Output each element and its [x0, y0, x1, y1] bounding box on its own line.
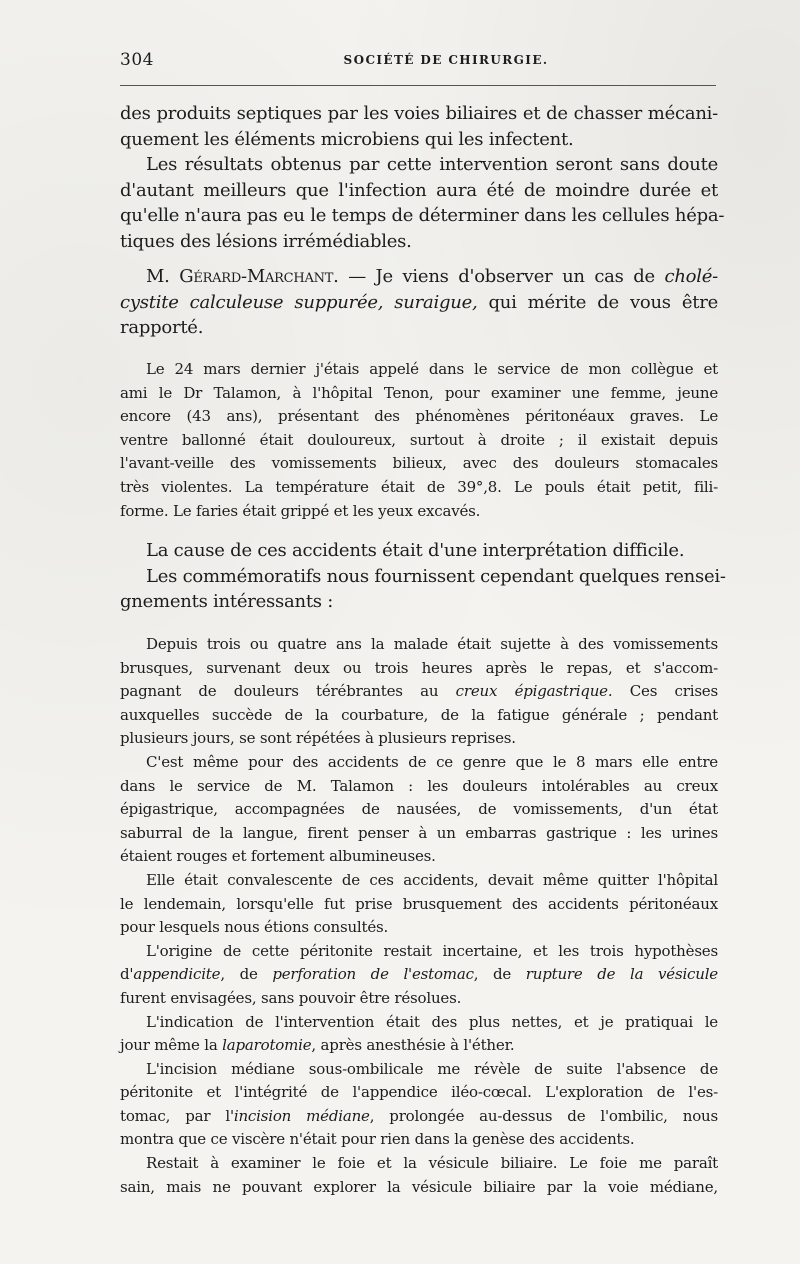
text-line: rapporté.	[120, 317, 204, 338]
running-title: SOCIÉTÉ DE CHIRURGIE.	[343, 53, 549, 67]
speaker-name: M. Gérard-Marchant.	[146, 266, 339, 287]
text-line: ventre ballonné était douloureux, surtout à droite ; il existait depuis	[120, 430, 718, 449]
text-line: L'incision médiane sous-ombilicale me révèle de suite l'absence de	[146, 1059, 718, 1078]
text-segment: qui mérite de vous être	[477, 291, 718, 313]
text-segment: , après anesthésie à l'éther.	[311, 1036, 515, 1055]
text-line: saburral de la langue, firent penser à un embarras gastrique : les urines	[120, 823, 718, 842]
italic-text: cholé-	[664, 266, 718, 287]
italic-text: cystite calculeuse suppurée, suraigue,	[120, 291, 478, 313]
text-line: qu'elle n'aura pas eu le temps de déterminer dans les cellules hépa-	[120, 205, 725, 226]
text-line: Elle était convalescente de ces accidents, devait même quitter l'hôpital	[146, 870, 718, 889]
text-line: Restait à examiner le foie et la vésicule biliaire. Le foie me paraît	[146, 1154, 718, 1173]
paragraph-results	[120, 152, 725, 254]
text-line: L'origine de cette péritonite restait incertaine, et les trois hypothèses	[146, 941, 718, 960]
header-rule	[120, 85, 716, 86]
text-segment: jour même la	[120, 1036, 223, 1055]
text-line: montra que ce viscère n'était pour rien dans la genèse des accidents.	[120, 1130, 635, 1149]
text-line: des produits septiques par les voies biliaires et de chasser mécani-	[120, 103, 718, 124]
text-line: Les commémoratifs nous fournissent cependant quelques rensei-	[146, 565, 726, 587]
text-line: d'autant meilleurs que l'infection aura été de moindre durée et	[120, 179, 718, 201]
text-segment: d'	[120, 965, 134, 984]
text-segment: pagnant de douleurs térébrantes au	[120, 682, 456, 701]
text-segment: tomac, par l'	[120, 1106, 234, 1125]
text-line: forme. Le faries était grippé et les yeux excavés.	[120, 501, 481, 520]
paragraph-case-report	[120, 358, 718, 523]
text-line: auxquelles succède de la courbature, de la fatigue générale ; pendant	[120, 705, 718, 724]
text-line: brusques, survenant deux ou trois heures après le repas, et s'accom-	[120, 658, 718, 677]
text-line	[120, 264, 718, 290]
text-line: plusieurs jours, se sont répétées à plusieurs reprises.	[120, 729, 516, 748]
text-line: pour lesquels nous étions consultés.	[120, 918, 389, 937]
text-line: dans le service de M. Talamon : les douleurs intolérables au creux	[120, 776, 718, 795]
text-line: l'avant-veille des vomissements bilieux, avec des douleurs stomacales	[120, 454, 718, 473]
text-line: gnements intéressants :	[120, 591, 334, 612]
italic-text: appendicite	[133, 965, 221, 984]
text-line: étaient rouges et fortement albumineuses.	[120, 847, 436, 866]
text-line	[120, 963, 718, 987]
text-line: encore (43 ans), présentant des phénomènes péritonéaux graves. Le	[120, 407, 718, 426]
text-line	[120, 290, 718, 316]
italic-text: laparotomie	[222, 1036, 312, 1055]
italic-text: rupture de la vésicule	[525, 965, 718, 984]
text-line	[120, 680, 718, 704]
text-line: très violentes. La température était de 39°,8. Le pouls était petit, fili-	[120, 477, 718, 496]
paragraph-cause	[120, 538, 726, 615]
text-line: furent envisagées, sans pouvoir être résolues.	[120, 988, 462, 1007]
text-line: Le 24 mars dernier j'étais appelé dans le service de mon collègue et	[146, 360, 718, 378]
text-segment: , de	[220, 965, 273, 984]
text-line: ami le Dr Talamon, à l'hôpital Tenon, pour examiner une femme, jeune	[120, 383, 718, 402]
text-line: sain, mais ne pouvant explorer la vésicule biliaire par la voie médiane,	[120, 1177, 718, 1196]
text-segment: , de	[473, 965, 526, 984]
paragraph-gerard-marchant	[120, 264, 718, 341]
paragraph-continuation	[120, 101, 718, 152]
text-segment: — Je viens d'observer un cas de	[338, 266, 665, 287]
text-line: le lendemain, lorsqu'elle fut prise brusquement des accidents péritonéaux	[120, 894, 718, 913]
italic-text: perforation de l'estomac	[272, 965, 474, 984]
text-line: péritonite et l'intégrité de l'appendice iléo-cœcal. L'exploration de l'es-	[120, 1083, 718, 1102]
case-history	[120, 633, 718, 1199]
text-line: Les résultats obtenus par cette intervention seront sans doute	[146, 154, 718, 175]
text-line: tiques des lésions irrémédiables.	[120, 230, 412, 252]
text-line: L'indication de l'intervention était des plus nettes, et je pratiquai le	[146, 1012, 718, 1031]
page-header	[120, 50, 716, 72]
text-segment: , prolongée au-dessus de l'ombilic, nous	[369, 1106, 718, 1125]
italic-text: creux épigastrique.	[455, 682, 613, 701]
italic-text: incision médiane	[233, 1106, 370, 1125]
text-line	[120, 1105, 718, 1129]
text-segment: Ces crises	[612, 682, 718, 701]
page-number: 304	[120, 50, 154, 70]
text-line: quement les éléments microbiens qui les infectent.	[120, 128, 574, 150]
text-line: La cause de ces accidents était d'une interprétation difficile.	[146, 540, 685, 561]
text-line	[120, 1034, 718, 1058]
text-line: Depuis trois ou quatre ans la malade était sujette à des vomissements	[146, 635, 718, 653]
text-line: C'est même pour des accidents de ce genre que le 8 mars elle entre	[146, 752, 718, 771]
text-line: épigastrique, accompagnées de nausées, de vomissements, d'un état	[120, 800, 718, 819]
